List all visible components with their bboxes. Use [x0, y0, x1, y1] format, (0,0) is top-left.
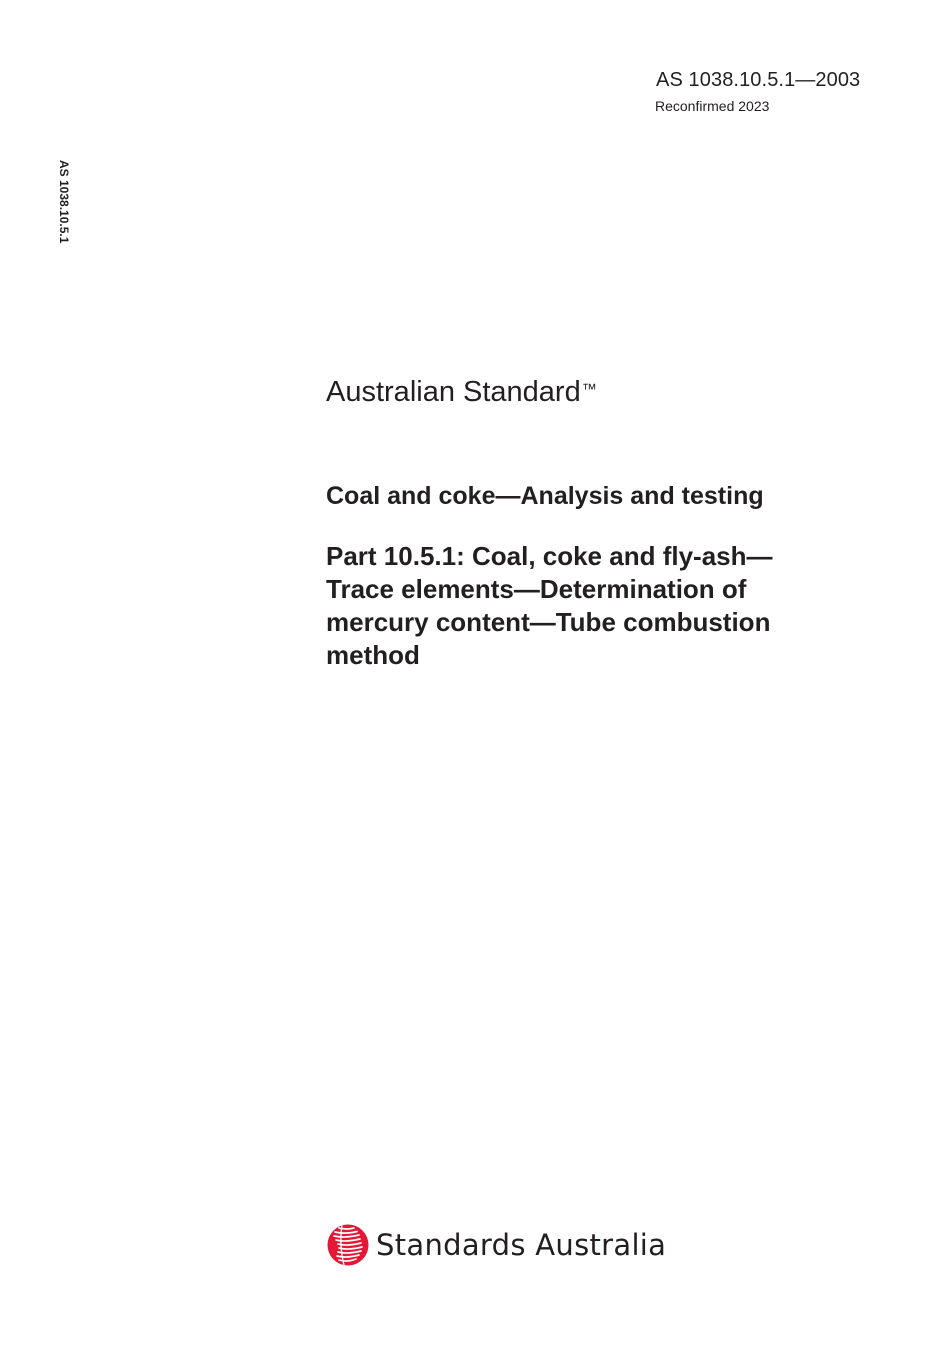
part-title-line: Trace elements—Determination of [326, 574, 747, 604]
standard-type-heading [326, 374, 597, 410]
series-title: Coal and coke—Analysis and testing [326, 482, 764, 510]
part-title-line: method [326, 640, 420, 670]
publisher-block [326, 1222, 666, 1268]
spine-text: AS 1038.10.5.1 [57, 160, 71, 244]
spine-label [56, 160, 72, 270]
reconfirmed-date: Reconfirmed 2023 [655, 98, 770, 114]
standard-type-text: Australian Standard [326, 376, 581, 408]
standard-number: AS 1038.10.5.1—2003 [656, 69, 861, 91]
publisher-name: Standards Australia [376, 1228, 667, 1262]
trademark-symbol: ™ [581, 381, 597, 398]
part-title-line: mercury content—Tube combustion [326, 607, 771, 637]
standards-australia-logo-icon [326, 1223, 370, 1267]
part-title [326, 540, 906, 672]
part-title-line: Part 10.5.1: Coal, coke and fly-ash— [326, 541, 773, 571]
